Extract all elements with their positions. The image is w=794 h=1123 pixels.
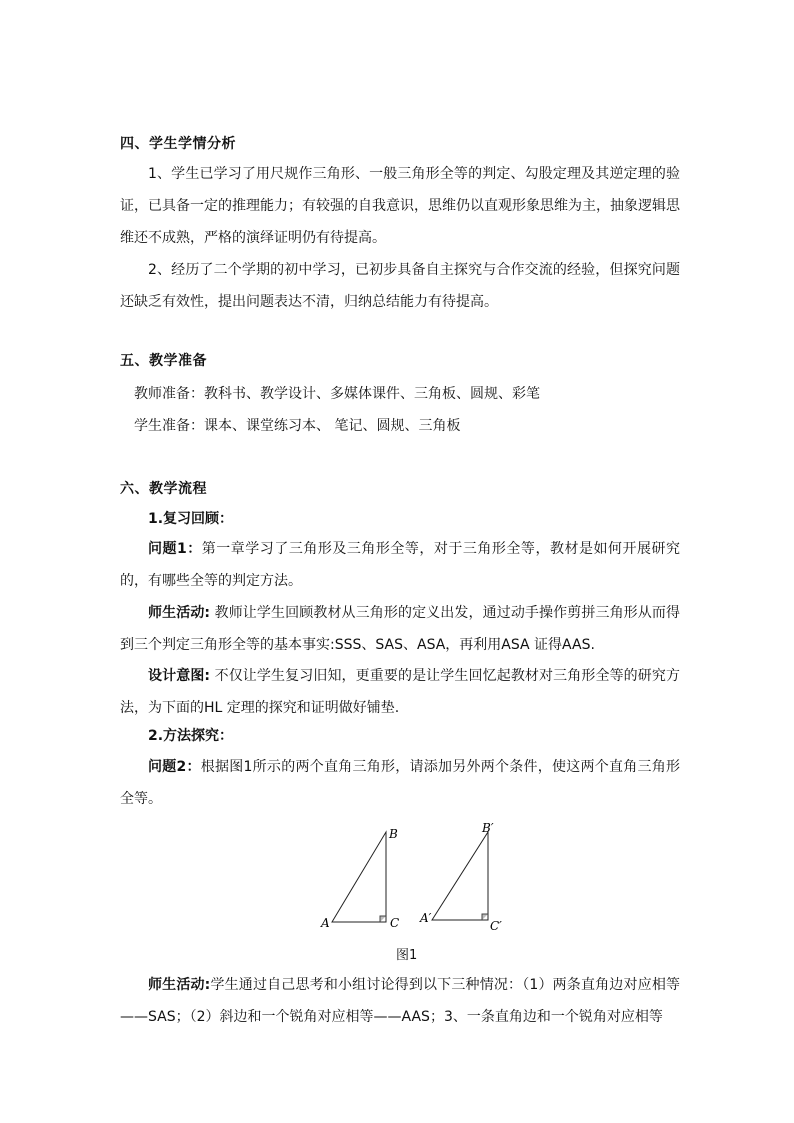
triangle-abc-prime bbox=[432, 832, 488, 920]
figure-1-caption: 图1 bbox=[396, 948, 418, 963]
teacher-preparation: 教师准备：教科书、教学设计、多媒体课件、三角板、圆规、彩笔 bbox=[134, 386, 540, 402]
question-1-label: 问题1： bbox=[148, 541, 202, 557]
right-angle-mark-c bbox=[380, 916, 386, 922]
question-2-label: 问题2： bbox=[148, 759, 201, 775]
vertex-b-prime-label: B′ bbox=[482, 821, 494, 835]
figure-1-triangles bbox=[318, 820, 518, 938]
section-5-heading: 五、教学准备 bbox=[120, 353, 207, 369]
design-intent bbox=[120, 660, 680, 724]
vertex-a-label: A bbox=[321, 916, 330, 930]
activity-2-text: 学生通过自己思考和小组讨论得到以下三种情况：（1）两条直角边对应相等——SAS；（2）斜边和一个锐角对应相等——AAS；3、一条直角边和一个锐角对应相等 bbox=[120, 977, 680, 1025]
section-4-heading: 四、学生学情分析 bbox=[120, 136, 236, 152]
student-preparation: 学生准备：课本、课堂练习本、 笔记、圆规、三角板 bbox=[134, 418, 461, 434]
design-intent-label: 设计意图: bbox=[148, 668, 211, 684]
vertex-b-label: B bbox=[389, 827, 398, 841]
activity-2 bbox=[120, 969, 680, 1033]
activity-2-label: 师生活动: bbox=[148, 977, 211, 993]
vertex-c-prime-label: C′ bbox=[490, 919, 502, 933]
question-1 bbox=[120, 533, 680, 597]
vertex-c-label: C bbox=[390, 916, 400, 930]
activity-1-text: 教师让学生回顾教材从三角形的定义出发，通过动手操作剪拼三角形从而得到三个判定三角形全等的基本事实:SSS、SAS、ASA，再利用ASA 证得AAS. bbox=[120, 605, 680, 653]
subsection-review: 1.复习回顾： bbox=[148, 511, 234, 527]
section-4-paragraph-2: 2、经历了二个学期的初中学习，已初步具备自主探究与合作交流的经验，但探究问题还缺乏有效性，提出问题表达不清，归纳总结能力有待提高。 bbox=[120, 262, 680, 310]
activity-1 bbox=[120, 597, 680, 661]
subsection-method: 2.方法探究： bbox=[148, 728, 234, 744]
question-2-text: 根据图1所示的两个直角三角形，请添加另外两个条件，使这两个直角三角形全等。 bbox=[120, 759, 681, 807]
question-1-text: 第一章学习了三角形及三角形全等，对于三角形全等，教材是如何开展研究的，有哪些全等的判定方法。 bbox=[120, 541, 681, 589]
right-angle-mark-c-prime bbox=[482, 914, 488, 920]
triangle-abc bbox=[332, 832, 386, 922]
design-intent-text: 不仅让学生复习旧知，更重要的是让学生回忆起教材对三角形全等的研究方法，为下面的HL 定理的探究和证明做好铺垫. bbox=[120, 668, 680, 716]
triangle-abc-shape bbox=[332, 832, 386, 922]
vertex-a-prime-label: A′ bbox=[420, 911, 432, 925]
activity-1-label: 师生活动: bbox=[148, 605, 211, 621]
section-4-paragraph-1: 1、学生已学习了用尺规作三角形、一般三角形全等的判定、勾股定理及其逆定理的验证，已具备一定的推理能力；有较强的自我意识，思维仍以直观形象思维为主，抽象逻辑思维还不成熟，严格的演绎证明仍有待提高。 bbox=[120, 166, 680, 246]
question-2 bbox=[120, 751, 680, 815]
section-6-heading: 六、教学流程 bbox=[120, 481, 207, 497]
triangle-abc-prime-shape bbox=[432, 832, 488, 920]
